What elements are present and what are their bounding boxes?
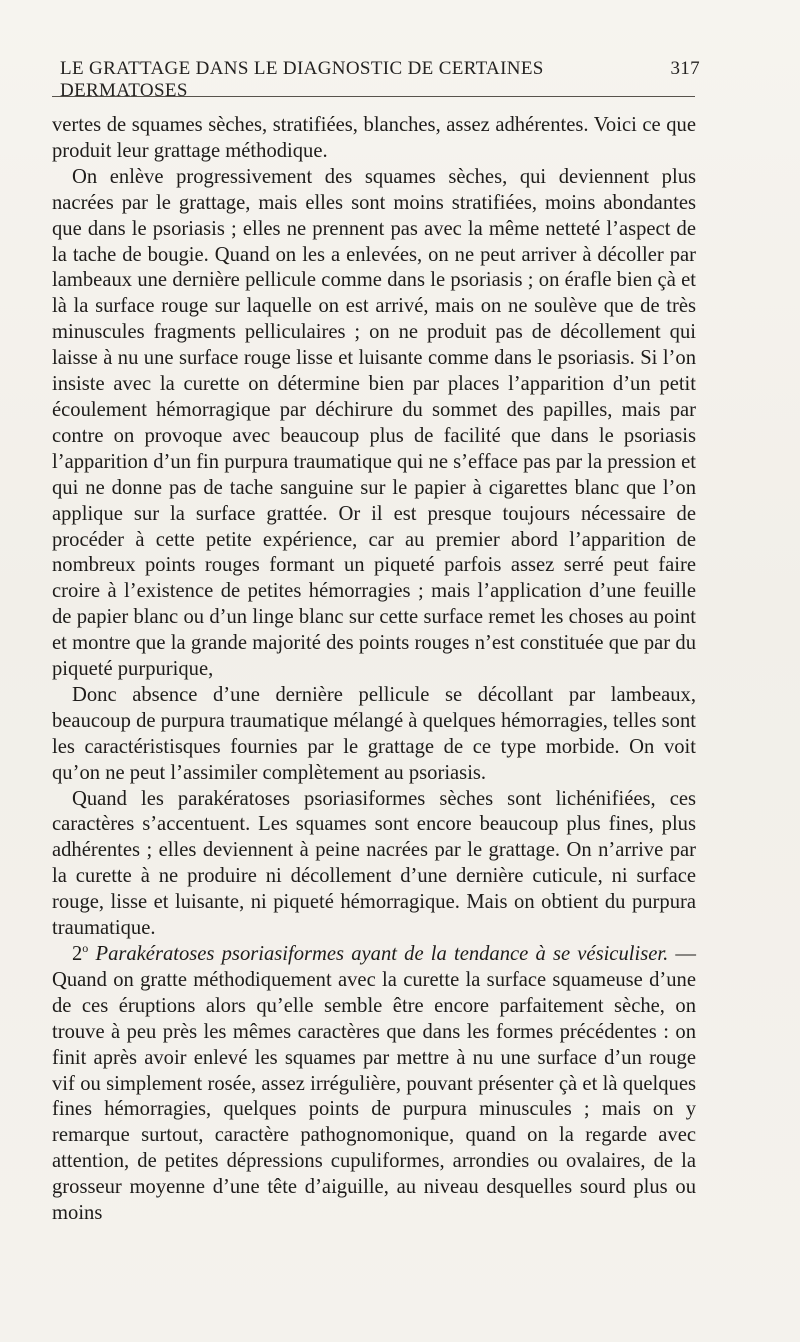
paragraph-1: vertes de squames sèches, stratifiées, blanches, assez adhérentes. Voici ce que produit leur grattage méthodique. <box>52 114 696 162</box>
page-number: 317 <box>670 58 700 79</box>
body-text <box>52 113 696 1227</box>
paragraph-2: On enlève progressivement des squames sèches, qui deviennent plus nacrées par le grattage, mais elles sont moins stratifiées, moins abondantes que dans le psoriasis ; elles ne prennent pas avec la même netteté l’aspect de la tache de bougie. Quand on les a enlevées, on ne peut arriver à décoller par lambeaux une dernière pellicule comme dans le psoriasis ; on érafle bien çà et là la surface rouge sur laquelle on est arrivé, mais on ne soulève que de très minuscules fragments pelliculaires ; on ne produit pas de décollement qui laisse à nu une surface rouge lisse et luisante comme dans le psoriasis. Si l’on insiste avec la curette on détermine bien par places l’apparition d’un petit écoulement hémorragique par déchirure du sommet des papilles, mais par contre on provoque avec beaucoup plus de facilité que dans le psoriasis l’apparition d’un fin purpura traumatique qui ne s’efface pas par la pression et qui ne donne pas de tache sanguine sur le papier à cigarettes blanc que l’on applique sur la surface grattée. Or il est presque toujours nécessaire de procéder à cette petite expérience, car au premier abord l’apparition de nombreux points rouges formant un piqueté parfois assez serré peut faire croire à l’existence de petites hémorragies ; mais l’application d’une feuille de papier blanc ou d’un linge blanc sur cette surface remet les choses au point et montre que la grande majorité des points rouges n’est constituée que par du piqueté purpurique, <box>52 165 696 681</box>
paragraph-5 <box>52 942 696 1227</box>
header-rule <box>52 96 695 97</box>
paragraph-3: Donc absence d’une dernière pellicule se décollant par lambeaux, beaucoup de purpura traumatique mélangé à quelques hémorragies, telles sont les caractéristisques fournies par le grattage de ce type morbide. On voit qu’on ne peut l’assimiler complètement au psoriasis. <box>52 683 696 784</box>
section-text: — Quand on gratte méthodiquement avec la curette la surface squameuse d’une de ces éruptions alors qu’elle semble être encore parfaitement sèche, on trouve à peu près les mêmes caractères que dans les formes précédentes : on finit après avoir enlevé les squames par mettre à nu une surface d’un rouge vif ou simplement rosée, assez irrégulière, pouvant présenter çà et là quelques fines hémorragies, quelques points de purpura minuscules ; mais on y remarque surtout, caractère pathognomonique, quand on la regarde avec attention, de petites dépressions cupuliformes, arrondies ou ovalaires, de la grosseur moyenne d’une tête d’aiguille, au niveau desquelles sourd plus ou moins <box>52 943 697 1225</box>
section-title: Parakératoses psoriasiformes ayant de la tendance à se vésiculiser. <box>95 943 669 965</box>
section-number: 2 <box>72 943 83 965</box>
section-number-superscript: o <box>82 941 89 956</box>
paragraph-4: Quand les parakératoses psoriasiformes sèches sont lichénifiées, ces caractères s’accentuent. Les squames sont encore beaucoup plus fines, plus adhérentes ; elles deviennent à peine nacrées par le grattage. On n’arrive par la curette à ne produire ni décollement d’une dernière cuticule, ni surface rouge, lisse et luisante, ni piqueté hémorragique. Mais on obtient du purpura traumatique. <box>52 787 696 940</box>
running-title: LE GRATTAGE DANS LE DIAGNOSTIC DE CERTAINES DERMATOSES <box>60 58 544 101</box>
